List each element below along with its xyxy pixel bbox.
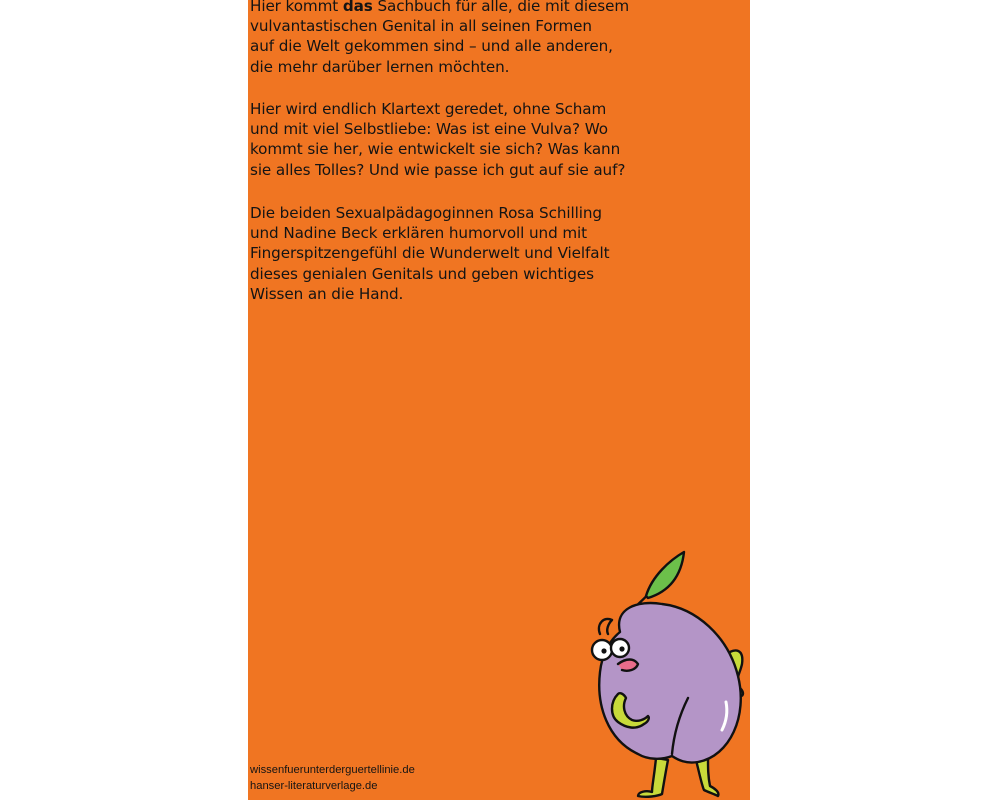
text-line: sie alles Tolles? Und wie passe ich gut auf sie auf?: [250, 160, 626, 179]
text-line: Fingerspitzengefühl die Wunderwelt und Vielfalt: [250, 244, 610, 263]
leaf-icon: [646, 552, 684, 598]
plum-body: [599, 603, 741, 763]
left-foot: [638, 758, 668, 797]
blurb-paragraph-3: [250, 203, 748, 304]
text-line: dieses genialen Genitals und geben wichtiges: [250, 264, 594, 283]
text-line: vulvantastischen Genital in all seinen Formen: [250, 17, 592, 36]
emphasis-das: das: [342, 0, 373, 15]
text-line: Wissen an die Hand.: [250, 284, 404, 303]
website-link-hanser[interactable]: hanser-literaturverlage.de: [250, 780, 378, 792]
text-line: und mit viel Selbstliebe: Was ist eine Vulva? Wo: [250, 120, 608, 139]
right-pupil: [619, 646, 624, 651]
text-line: die mehr darüber lernen möchten.: [250, 57, 510, 76]
text-line: und Nadine Beck erklären humorvoll und mit: [250, 224, 588, 243]
left-pupil: [601, 648, 606, 653]
blurb-paragraph-1: [250, 0, 748, 77]
text-line: kommt sie her, wie entwickelt sie sich? Was kann: [250, 140, 621, 159]
book-back-cover: [248, 0, 750, 800]
text-line: Hier wird endlich Klartext geredet, ohne Scham: [250, 100, 607, 118]
hair-strand: [599, 619, 612, 634]
website-link-wissen[interactable]: wissenfuerunterderguertellinie.de: [250, 764, 415, 776]
text-line: Die beiden Sexualpädagoginnen Rosa Schilling: [250, 204, 602, 222]
text-line: Hier kommt das Sachbuch für alle, die mit diesem: [250, 0, 748, 16]
blurb-paragraph-2: [250, 99, 748, 180]
right-foot: [696, 758, 718, 796]
plum-mascot-icon: [578, 546, 750, 800]
text-line: auf die Welt gekommen sind – und alle anderen,: [250, 37, 613, 56]
